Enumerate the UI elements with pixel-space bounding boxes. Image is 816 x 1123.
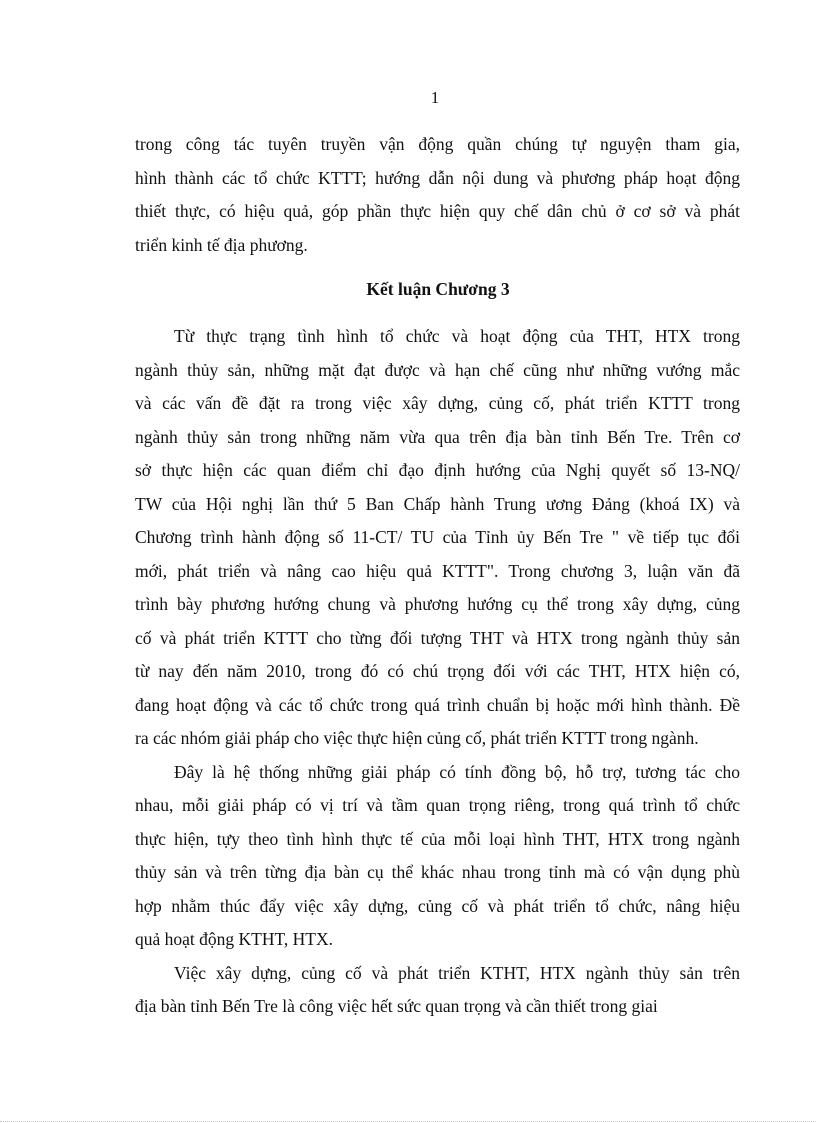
text-line: Đây là hệ thống những giải pháp có tính đồng bộ, hỗ trợ, tương tác cho [174,762,740,782]
text-line: ngành thủy sản trong những năm vừa qua trên địa bàn tỉnh Bến Tre. Trên cơ [135,427,740,447]
chapter-conclusion-heading: Kết luận Chương 3 [366,279,510,299]
text-line: trong công tác tuyên truyền vận động quần chúng tự nguyện tham gia, [135,134,740,154]
text-line: quả hoạt động KTHT, HTX. [135,929,333,949]
text-line: trình bày phương hướng chung và phương hướng cụ thể trong xây dựng, củng [135,594,740,614]
text-line: địa bàn tỉnh Bến Tre là công việc hết sức quan trọng và cần thiết trong giai [135,996,658,1016]
text-line: thủy sản và trên từng địa bàn cụ thể khác nhau trong tỉnh mà có vận dụng phù [135,862,740,882]
text-line: nhau, mỗi giải pháp có vị trí và tầm quan trọng riêng, trong quá trình tổ chức [135,795,740,815]
text-line: ngành thủy sản, những mặt đạt được và hạn chế cũng như những vướng mắc [135,360,740,380]
text-line: thực hiện, tựy theo tình hình thực tế của mỗi loại hình THT, HTX trong ngành [135,829,740,849]
text-line: ra các nhóm giải pháp cho việc thực hiện củng cố, phát triển KTTT trong ngành. [135,728,699,748]
text-line: Từ thực trạng tình hình tổ chức và hoạt động của THT, HTX trong [174,326,740,346]
text-line: TW của Hội nghị lần thứ 5 Ban Chấp hành Trung ương Đảng (khoá IX) và [135,494,740,514]
text-line: Việc xây dựng, củng cố và phát triển KTHT, HTX ngành thủy sản trên [174,963,740,983]
text-line: và các vấn đề đặt ra trong việc xây dựng, củng cố, phát triển KTTT trong [135,393,740,413]
text-line: thiết thực, có hiệu quả, góp phần thực hiện quy chế dân chủ ở cơ sở và phát [135,201,740,221]
page-bottom-divider [0,1121,816,1122]
page-number: 1 [430,88,440,107]
text-line: sở thực hiện các quan điểm chỉ đạo định hướng của Nghị quyết số 13-NQ/ [135,460,740,480]
text-line: đang hoạt động và các tổ chức trong quá trình chuẩn bị hoặc mới hình thành. Đề [135,695,740,715]
text-line: từ nay đến năm 2010, trong đó có chú trọng đối với các THT, HTX hiện có, [135,661,740,681]
text-line: Chương trình hành động số 11-CT/ TU của Tỉnh ủy Bến Tre " về tiếp tục đổi [135,527,740,547]
text-line: mới, phát triển và nâng cao hiệu quả KTTT". Trong chương 3, luận văn đã [135,561,740,581]
text-line: cố và phát triển KTTT cho từng đối tượng THT và HTX trong ngành thủy sản [135,628,740,648]
text-line: hình thành các tổ chức KTTT; hướng dẫn nội dung và phương pháp hoạt động [135,168,740,188]
text-line: triển kinh tế địa phương. [135,235,308,255]
text-line: hợp nhằm thúc đẩy việc xây dựng, củng cố và phát triển tổ chức, nâng hiệu [135,896,740,916]
